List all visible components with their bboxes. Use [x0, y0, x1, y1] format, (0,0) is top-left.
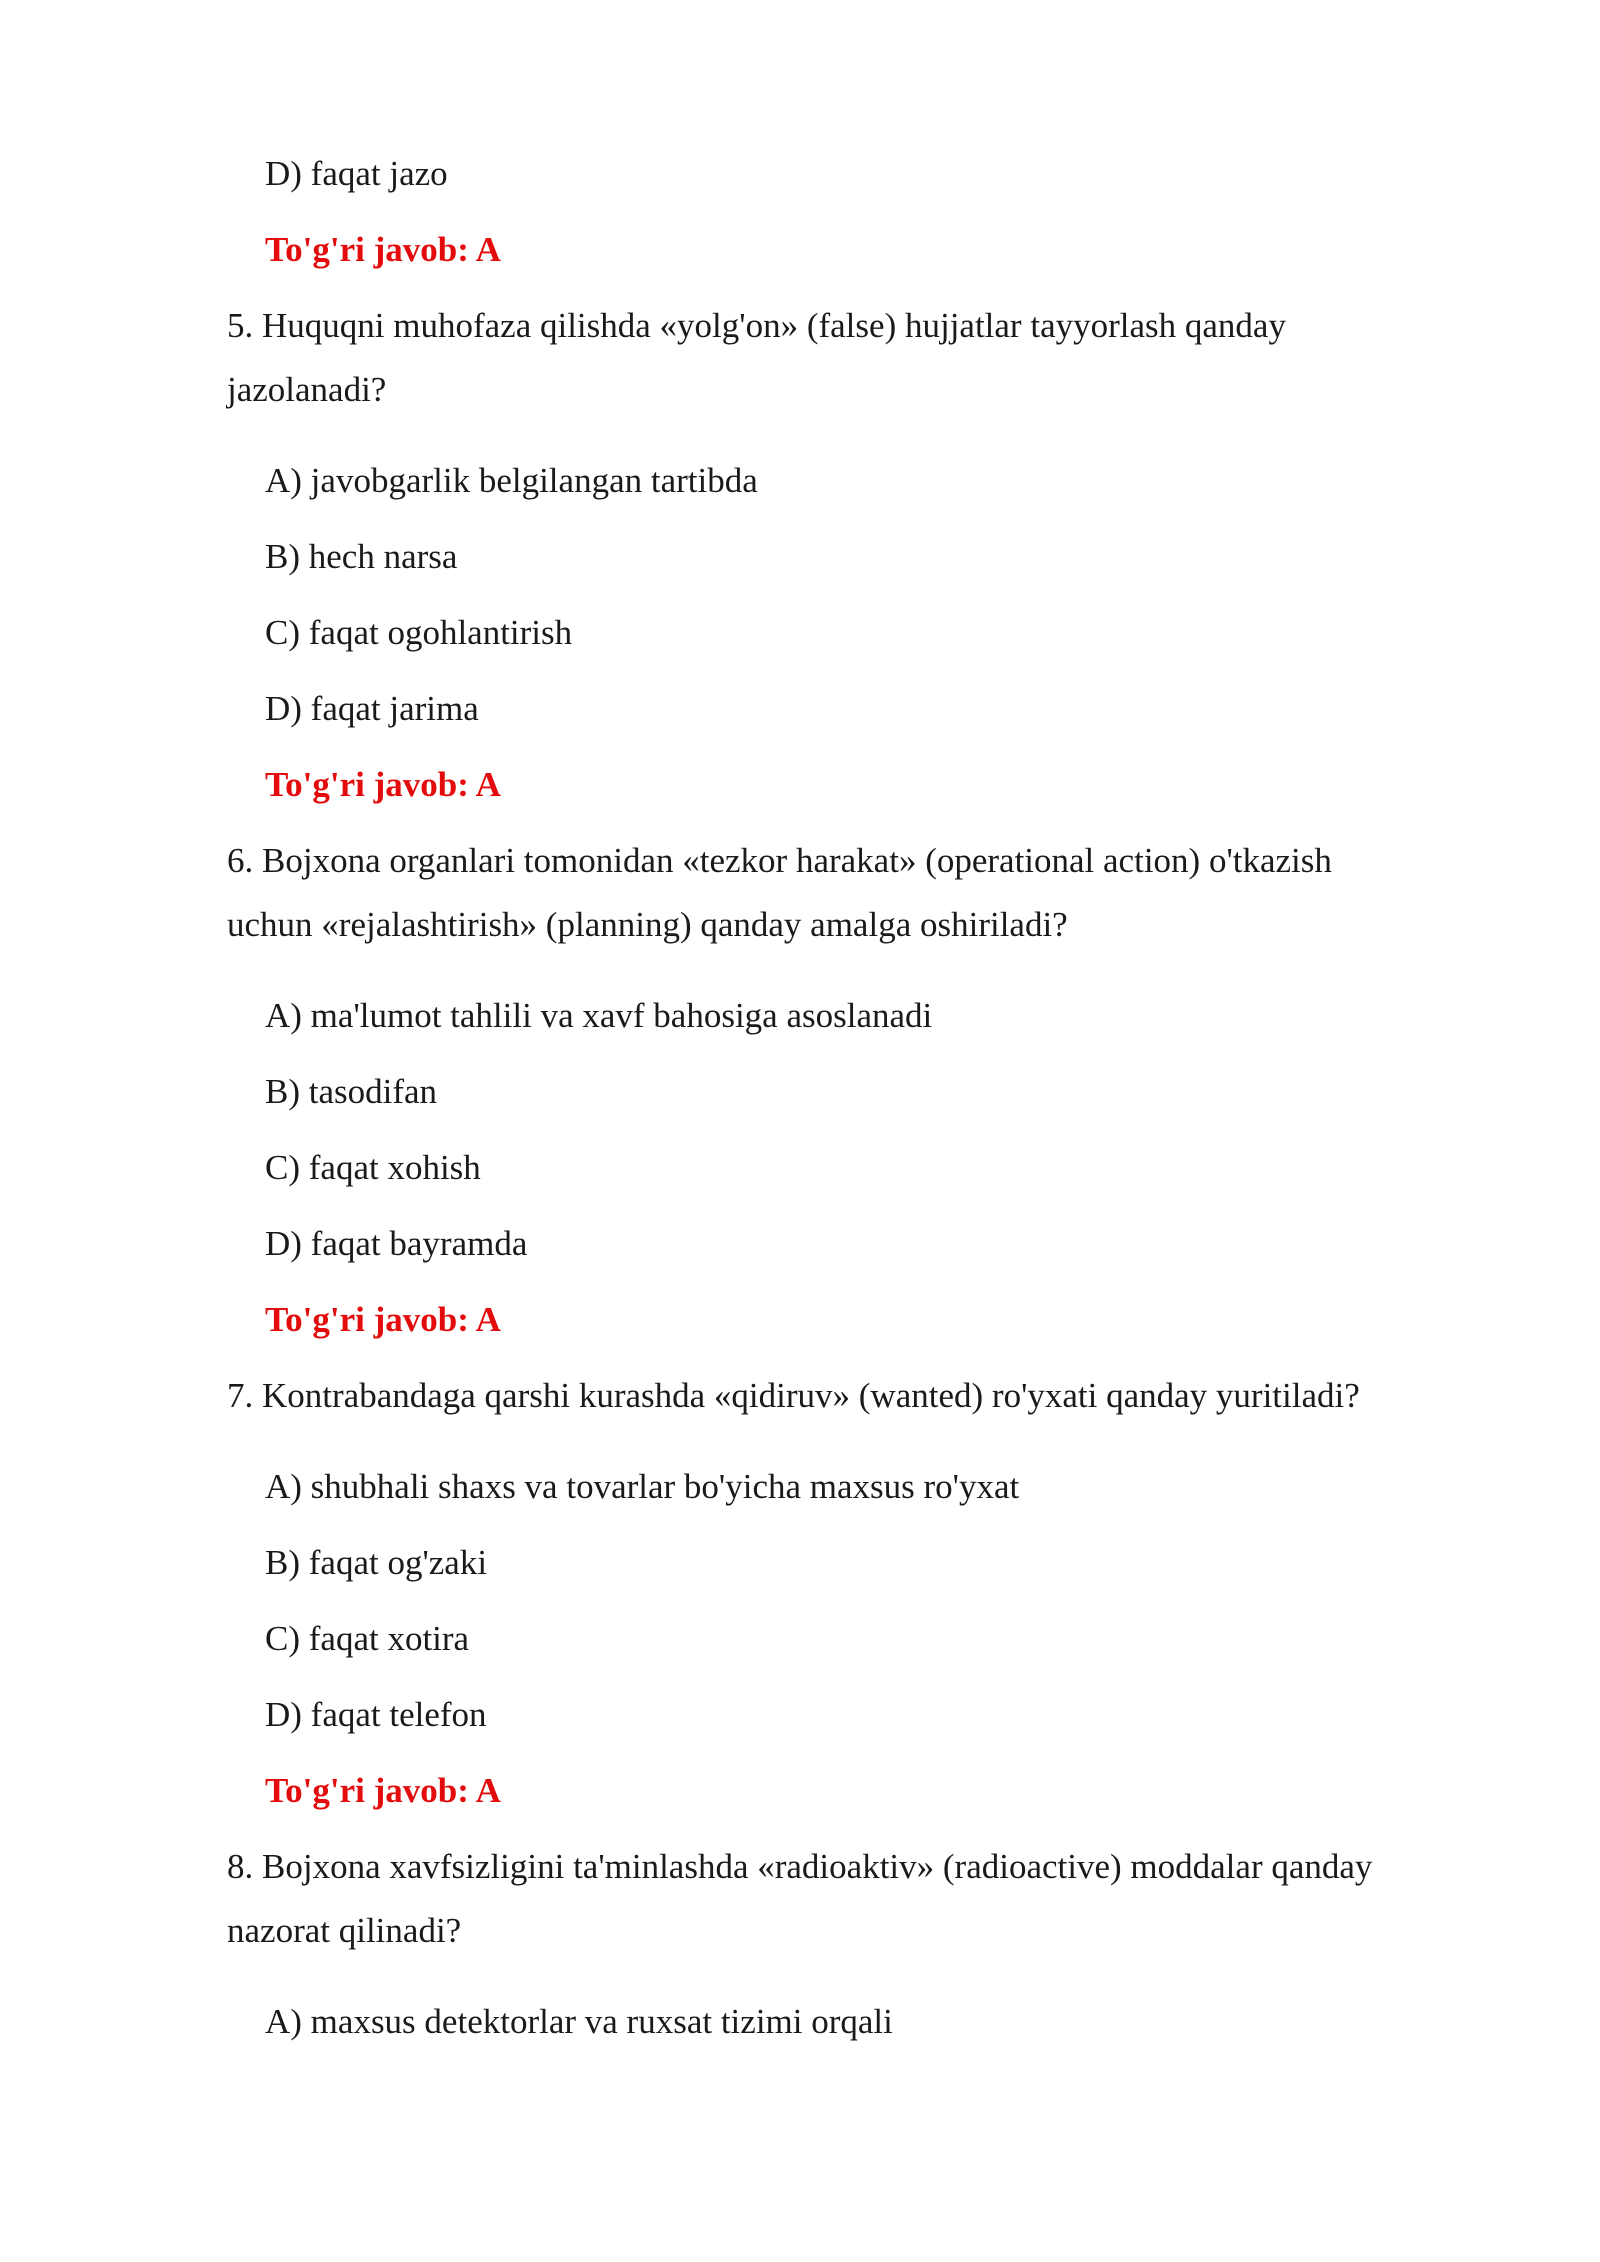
- option-b: B) hech narsa: [265, 537, 458, 576]
- question-text: 8. Bojxona xavfsizligini ta'minlashda «radioaktiv» (radioactive) moddalar qanday: [227, 1847, 1373, 1886]
- question-text: uchun «rejalashtirish» (planning) qanday amalga oshiriladi?: [227, 905, 1068, 944]
- question-text: 5. Huquqni muhofaza qilishda «yolg'on» (false) hujjatlar tayyorlash qanday: [227, 306, 1286, 345]
- option-c: C) faqat xotira: [265, 1619, 470, 1658]
- correct-answer: To'g'ri javob: A: [265, 1771, 501, 1810]
- option-d: D) faqat bayramda: [265, 1224, 528, 1263]
- question-text: 7. Kontrabandaga qarshi kurashda «qidiruv» (wanted) ro'yxati qanday yuritiladi?: [227, 1376, 1360, 1415]
- correct-answer: To'g'ri javob: A: [265, 230, 501, 269]
- correct-answer: To'g'ri javob: A: [265, 1300, 501, 1339]
- option-a: A) shubhali shaxs va tovarlar bo'yicha maxsus ro'yxat: [265, 1467, 1020, 1506]
- option-d: D) faqat jarima: [265, 689, 479, 728]
- option-d: D) faqat jazo: [265, 154, 448, 193]
- question-text: jazolanadi?: [227, 370, 387, 409]
- option-c: C) faqat ogohlantirish: [265, 613, 573, 652]
- option-b: B) faqat og'zaki: [265, 1543, 488, 1582]
- question-text: nazorat qilinadi?: [227, 1911, 462, 1950]
- option-a: A) ma'lumot tahlili va xavf bahosiga asoslanadi: [265, 996, 933, 1035]
- option-d: D) faqat telefon: [265, 1695, 487, 1734]
- question-text: 6. Bojxona organlari tomonidan «tezkor harakat» (operational action) o'tkazish: [227, 841, 1332, 880]
- option-b: B) tasodifan: [265, 1072, 438, 1111]
- option-c: C) faqat xohish: [265, 1148, 481, 1187]
- option-a: A) javobgarlik belgilangan tartibda: [265, 461, 758, 500]
- correct-answer: To'g'ri javob: A: [265, 765, 501, 804]
- option-a: A) maxsus detektorlar va ruxsat tizimi orqali: [265, 2002, 893, 2041]
